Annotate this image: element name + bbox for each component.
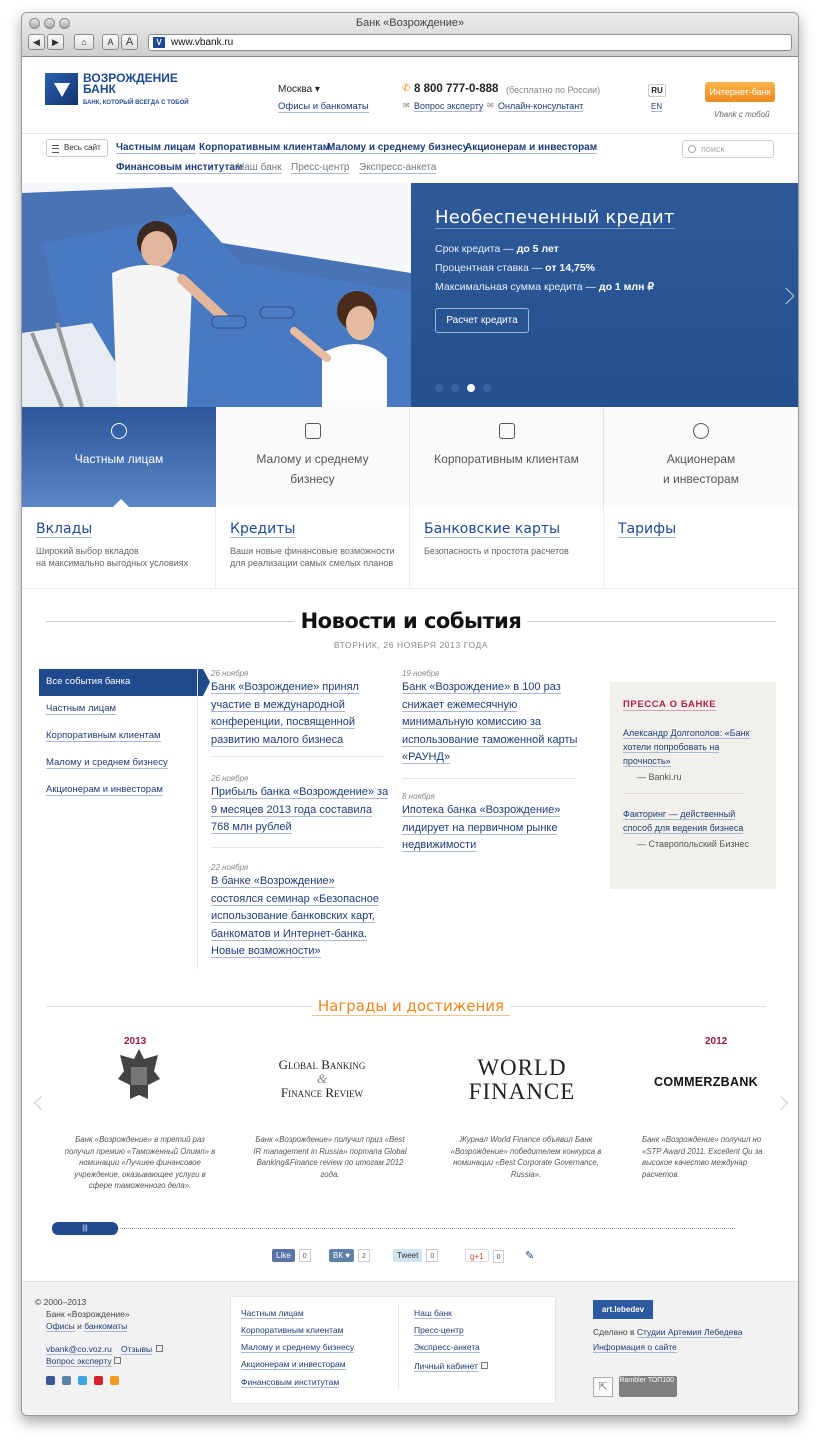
award-text: Банк «Возрождение» получил приз «Best IR management in Russia» портала Global Banking&Finance review по итогам 2012 года. [253, 1135, 407, 1179]
slide-dot-4[interactable] [483, 384, 491, 392]
site-info-link[interactable]: Информация о сайте [593, 1342, 677, 1352]
arrow-badge-icon[interactable]: ⇱ [593, 1377, 613, 1397]
product-row [22, 507, 799, 589]
hero-image [22, 183, 411, 407]
person-icon [111, 423, 127, 439]
press-item[interactable]: Факторинг — действенный способ для ведения бизнеса [623, 809, 744, 833]
internet-bank-subtitle: Vbank с тобой [714, 110, 770, 119]
title-bar [22, 13, 798, 57]
hero-line-rate: Процентная ставка — от 14,75% [435, 262, 595, 274]
pen-icon[interactable]: ✎ [525, 1250, 535, 1262]
tab-sme[interactable]: Малому и среднему бизнесу [216, 407, 410, 507]
news-item[interactable]: 26 ноября Прибыль банка «Возрождение» за 9 месяцев 2013 года составила 768 млн рублей [211, 774, 389, 833]
forward-icon[interactable]: ▶ [47, 34, 64, 50]
nav-press[interactable]: Пресс-центр [291, 162, 350, 173]
news-item[interactable]: 26 ноября Банк «Возрождение» принял участие в международной конференции, посвященной развитию малого бизнеса [211, 669, 359, 746]
awards-scroll-thumb[interactable]: ||| [52, 1222, 118, 1235]
award-year: 2013 [124, 1036, 147, 1047]
global-banking-logo: Global Banking & Finance Review [278, 1057, 366, 1100]
gplus-button[interactable]: g+1 0 [465, 1249, 504, 1264]
product-deposits [22, 507, 216, 589]
all-site-button[interactable]: Весь сайт [46, 139, 108, 157]
fb-like-button[interactable]: Like 0 [272, 1249, 311, 1264]
pie-chart-icon [693, 423, 709, 439]
product-title[interactable]: Тарифы [618, 521, 677, 537]
hero-promo [411, 183, 799, 407]
product-cards [410, 507, 604, 589]
awards-next-icon[interactable] [774, 1096, 788, 1110]
vk-like-button[interactable]: ВК ♥ 2 [329, 1249, 370, 1264]
nav-investors[interactable]: Акционерам и инвесторам [465, 142, 598, 153]
news-item[interactable]: 8 ноября Ипотека банка «Возрождение» лидирует на первичном рынке недвижимости [402, 792, 561, 851]
home-icon[interactable]: ⌂ [74, 34, 94, 50]
city-select[interactable]: Москва ▾ [278, 84, 320, 95]
artlebedev-logo[interactable]: art.lebedev [593, 1300, 653, 1319]
youtube-icon[interactable] [94, 1376, 103, 1385]
site-header [22, 57, 799, 183]
facebook-icon[interactable] [46, 1376, 55, 1385]
product-title[interactable]: Кредиты [230, 521, 296, 537]
product-credits [216, 507, 410, 589]
award-text: Банк «Возрождение» получил но «STP Award 2011. Excellent Qu за высокое качество междунар расчетов. [642, 1135, 763, 1179]
hero-title[interactable]: Необеспеченный кредит [435, 207, 675, 228]
hero-line-term: Срок кредита — до 5 лет [435, 243, 559, 255]
favicon-icon: V [153, 37, 165, 48]
search-input[interactable]: поиск [682, 140, 774, 158]
lang-ru-button[interactable]: RU [648, 84, 666, 97]
footer-link-sme[interactable]: Малому и среднему бизнесу [241, 1342, 355, 1352]
product-desc: Безопасность и простота расчетов [424, 546, 569, 556]
product-desc: Ваши новые финансовые возможности для реализации самых смелых планов [230, 546, 395, 568]
online-consultant-link[interactable]: Онлайн-консультант [498, 101, 584, 111]
awards-title[interactable]: Награды и достижения [312, 997, 510, 1016]
url-text: www.vbank.ru [171, 37, 234, 48]
press-source: — Banki.ru [637, 772, 682, 782]
awards-prev-icon[interactable] [34, 1096, 48, 1110]
filter-all[interactable]: Все события банка [39, 669, 203, 696]
footer-link-our-bank[interactable]: Наш банк [414, 1308, 452, 1318]
footer-link-press[interactable]: Пресс-центр [414, 1325, 464, 1335]
slide-dot-1[interactable] [435, 384, 443, 392]
footer-email-link[interactable]: vbank@co.voz.ru [46, 1344, 112, 1354]
lang-en-link[interactable]: EN [651, 102, 663, 111]
header-divider [22, 133, 799, 134]
filter-corporate[interactable]: Корпоративным клиентам [46, 730, 161, 741]
twitter-icon[interactable] [78, 1376, 87, 1385]
nav-corporate[interactable]: Корпоративным клиентам [199, 142, 331, 153]
chat-icon: ✉ [403, 101, 410, 110]
slide-dot-2[interactable] [451, 384, 459, 392]
external-link-icon [114, 1357, 121, 1364]
tab-corporate[interactable]: Корпоративным клиентам [410, 407, 604, 507]
internet-bank-button[interactable]: Интернет-банк [705, 82, 775, 102]
phone-icon: ✆ [402, 83, 411, 94]
press-item[interactable]: Александр Долгополов: «Банк хотели попробовать на прочность» [623, 728, 750, 766]
footer-reviews-link[interactable]: Отзывы [121, 1344, 153, 1354]
tab-investors[interactable]: Акционерам и инвесторам [604, 407, 798, 507]
browser-window [21, 12, 799, 1416]
footer-offices-link[interactable]: Офисы и банкоматы [46, 1321, 128, 1331]
product-tariffs [604, 507, 798, 589]
press-title[interactable]: ПРЕССА О БАНКЕ [623, 699, 717, 710]
address-bar[interactable] [148, 34, 792, 51]
awards-scroll-track[interactable] [52, 1228, 735, 1229]
news-heading [22, 609, 799, 633]
footer-bank-name: Банк «Возрождение» [46, 1309, 130, 1319]
logo-text-2: БАНК [83, 82, 116, 96]
external-link-icon [481, 1362, 488, 1369]
window-title: Банк «Возрождение» [355, 17, 465, 29]
calc-credit-button[interactable]: Расчет кредита [435, 308, 529, 333]
logo-text-1: ВОЗРОЖДЕНИЕ [83, 71, 178, 85]
product-title[interactable]: Вклады [36, 521, 93, 537]
footer-link-cabinet[interactable]: Личный кабинет [414, 1361, 478, 1371]
logo-mark-icon [45, 73, 78, 105]
nav-sme[interactable]: Малому и среднему бизнесу [327, 142, 469, 153]
briefcase-icon [305, 423, 321, 439]
footer-link-investors[interactable]: Акционерам и инвесторам [241, 1359, 346, 1369]
phone-number: 8 800 777-0-888 [414, 83, 499, 95]
product-desc: Широкий выбор вкладов на максимально выгодных условиях [36, 546, 189, 568]
commerzbank-logo: COMMERZBANK [654, 1075, 758, 1089]
filter-investors[interactable]: Акционерам и инвесторам [46, 784, 163, 795]
hero-banner [22, 183, 799, 407]
hero-line-amount: Максимальная сумма кредита — до 1 млн ₽ [435, 281, 655, 293]
news-divider [197, 669, 198, 969]
rambler-counter[interactable]: Rambler ТОП100 [619, 1376, 677, 1397]
news-filter [39, 669, 203, 804]
logo-tagline: БАНК, КОТОРЫЙ ВСЕГДА С ТОБОЙ [83, 100, 189, 106]
vk-icon[interactable] [62, 1376, 71, 1385]
press-panel [610, 682, 776, 889]
footer-link-financial[interactable]: Финансовым институтам [241, 1377, 340, 1387]
segment-tabs [22, 407, 799, 507]
news-date: ВТОРНИК, 26 НОЯБРЯ 2013 ГОДА [333, 640, 489, 650]
world-finance-logo: WORLD FINANCE [468, 1055, 576, 1104]
tab-private[interactable]: Частным лицам [22, 407, 216, 507]
nav-private[interactable]: Частным лицам [116, 142, 196, 153]
award-year: 2012 [705, 1036, 728, 1047]
filter-private[interactable]: Частным лицам [46, 703, 117, 714]
news-title: Новости и события [295, 609, 528, 633]
news-item[interactable]: 19 ноября Банк «Возрождение» в 100 раз снижает ежемесячную минимальную комиссию за использование таможенной карты «РАУНД» [402, 669, 578, 763]
footer-link-corporate[interactable]: Корпоративным клиентам [241, 1325, 344, 1335]
font-smaller-button[interactable]: A [102, 34, 119, 50]
consult-icon: ✉ [487, 101, 494, 110]
footer-link-private[interactable]: Частным лицам [241, 1308, 304, 1318]
footer-ask-link[interactable]: Вопрос эксперту [46, 1356, 112, 1366]
offices-link[interactable]: Офисы и банкоматы [278, 101, 369, 112]
slide-next-icon[interactable] [778, 288, 795, 305]
nav-survey[interactable]: Экспресс-анкета [359, 162, 437, 173]
business-person-icon [499, 423, 515, 439]
press-source: — Ставропольский Бизнес [637, 839, 749, 849]
made-in-label: Сделано в Студии Артемия Лебедева [593, 1327, 743, 1337]
external-link-icon [156, 1345, 163, 1352]
copyright: © 2000–2013 [35, 1297, 87, 1307]
nav-financial[interactable]: Финансовым институтам [116, 162, 243, 173]
customs-emblem-icon [114, 1045, 164, 1105]
back-icon[interactable]: ◀ [28, 34, 45, 50]
product-title[interactable]: Банковские карты [424, 521, 561, 537]
awards-heading [22, 997, 799, 1015]
studio-link[interactable]: Студии Артемия Лебедева [636, 1327, 743, 1337]
nav-our-bank[interactable]: Наш банк [237, 162, 282, 173]
news-item[interactable]: 22 ноября В банке «Возрождение» состоялся семинар «Безопасное использование банковских карт, банкоматов и Интернет-банка. Новые возможности» [211, 863, 379, 957]
odnoklassniki-icon[interactable] [110, 1376, 119, 1385]
slide-dot-3[interactable] [467, 384, 475, 392]
award-text: Банк «Возрождение» в третий раз получил премию «Таможенный Олимп» в номинации «Лучшее финансовое учреждение, оказывающее услуги в сфере таможенного дела». [64, 1135, 216, 1190]
phone-note: (бесплатно по России) [506, 85, 601, 95]
tweet-button[interactable]: Tweet 0 [393, 1249, 438, 1264]
footer-link-survey[interactable]: Экспресс-анкета [414, 1342, 480, 1352]
font-larger-button[interactable]: A [121, 34, 138, 50]
award-text: Журнал World Finance объявил Банк «Возрождение» победителем конкурса в номинации «Best Corporate Governance, Russia». [450, 1135, 602, 1179]
ask-expert-link[interactable]: Вопрос эксперту [414, 101, 484, 111]
filter-sme[interactable]: Малому и среднем бизнесу [46, 757, 168, 768]
